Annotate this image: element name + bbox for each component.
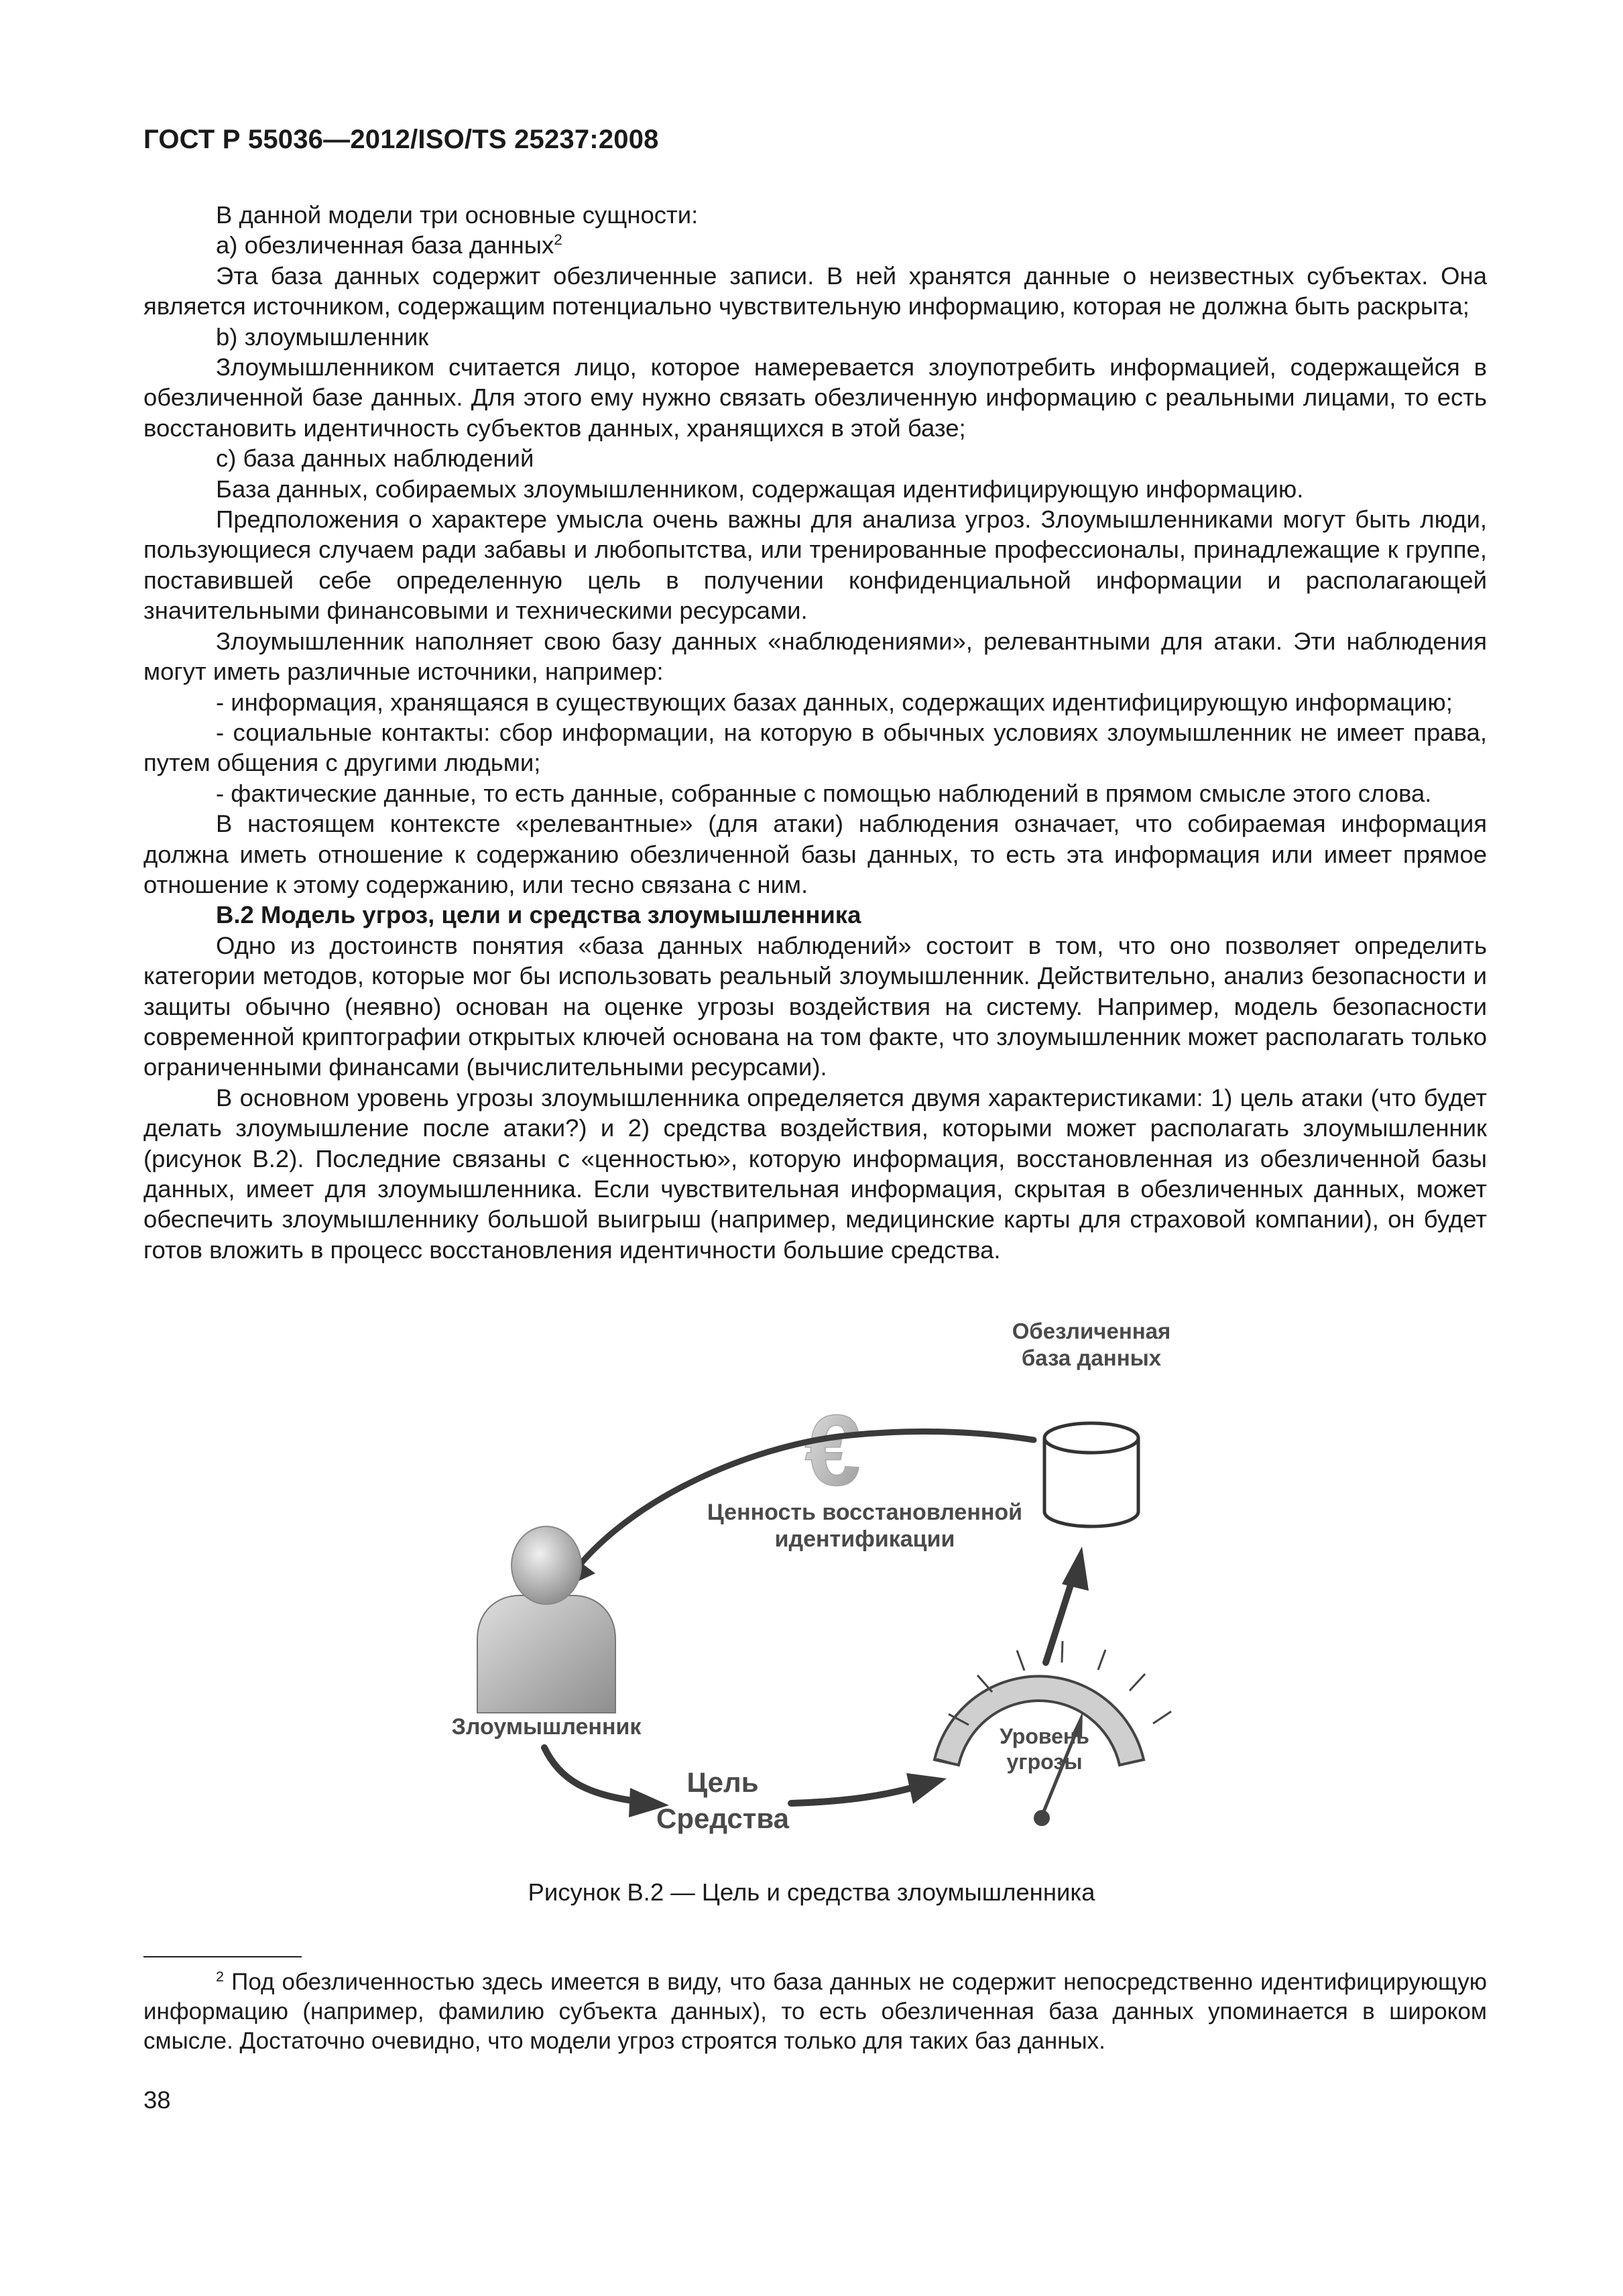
list-item: - информация, хранящаяся в существующих базах данных, содержащих идентифицирующую информацию; [216,688,1453,716]
document-header: ГОСТ Р 55036—2012/ISO/TS 25237:2008 [143,125,659,154]
attack-arrow [544,1748,669,1817]
footnote-ref[interactable]: 2 [554,231,562,249]
goal-label: Цель [686,1766,759,1798]
paragraph: Эта база данных содержит обезличенные записи. В ней хранятся данные о неизвестных субъектах. Она является источником, содержащим потенциально чувствительную информацию, которая не должна быть раскрыта; [143,261,1487,320]
footnote-divider [143,1956,302,1957]
figure-threat-model [402,1311,1180,1840]
paragraph: В данной модели три основные сущности: [216,201,699,229]
paragraph: Предположения о характере умысла очень важны для анализа угроз. Злоумышленниками могут быть люди, пользующиеся случаем ради забавы и любопытства, или тренированные профессионалы, принадлежащие к группе, поставившей себе определенную цель в получении конфиденциальной информации и располагающей значительными финансовыми и техническими ресурсами. [143,505,1487,625]
list-item: - социальные контакты: сбор информации, на которую в обычных условиях злоумышленник не имеет права, путем общения с другими людьми; [143,718,1487,777]
paragraph: В основном уровень угрозы злоумышленника определяется двумя характеристиками: 1) цель атаки (что будет делать злоумышление после атаки?) и 2) средства воздействия, которыми может располагать злоумышленник (рисунок В.2). Последние связаны с «ценностью», которую информация, восстановленная из обезличенной базы данных, имеет для злоумышленника. Если чувствительная информация, скрытая в обезличенных данных, может обеспечить злоумышленнику большой выигрыш (например, медицинские карты для страховой компании), он будет готов вложить в процесс восстановления идентичности большие средства. [143,1083,1487,1264]
means-label: Средства [656,1803,790,1834]
paragraph: Злоумышленником считается лицо, которое намеревается злоупотребить информацией, содержащейся в обезличенной базе данных. Для этого ему нужно связать обезличенную информацию с реальными лицами, то есть восстановить идентичность субъектов данных, хранящихся в этой базе; [143,353,1487,442]
body-text [143,200,1487,1265]
figure-caption: Рисунок В.2 — Цель и средства злоумышленника [528,1878,1095,1906]
database-icon [1044,1423,1138,1526]
threat-model-diagram [402,1311,1180,1840]
db-label-line2: база данных [1021,1345,1162,1370]
page-number: 38 [143,2086,171,2114]
euro-icon: € [804,1394,861,1506]
means-arrow [791,1773,947,1804]
db-label-line1: Обезличенная [1012,1319,1171,1343]
section-heading: В.2 Модель угроз, цели и средства злоумышленника [216,901,861,929]
paragraph: Одно из достоинств понятия «база данных наблюдений» состоит в том, что оно позволяет определить категории методов, которые мог бы использовать реальный злоумышленник. Действительно, анализ безопасности и защиты обычно (неявно) основан на оценке угрозы воздействия на систему. Например, модель безопасности современной криптографии открытых ключей основана на том факте, что злоумышленник может располагать только ограниченными финансами (вычислительными ресурсами). [143,931,1487,1081]
value-label-line2: идентификации [774,1526,955,1552]
attacker-icon [477,1526,615,1713]
footnote-text: Под обезличенностью здесь имеется в виду, что база данных не содержит непосредственно идентифицирующую информацию (например, фамилию субъекта данных), то есть обезличенная база данных упоминается в широком смысле. Достаточно очевидно, что модели угроз строятся только для таких баз данных. [143,1969,1487,2054]
paragraph: Злоумышленник наполняет свою базу данных «наблюдениями», релевантными для атаки. Эти наблюдения могут иметь различные источники, например: [143,627,1487,686]
paragraph-text: а) обезличенная база данных [216,231,554,259]
value-label-line1: Ценность восстановленной [707,1500,1023,1525]
footnote [143,1968,1487,2056]
paragraph: b) злоумышленник [216,322,429,351]
paragraph: с) база данных наблюдений [216,444,534,473]
attacker-label: Злоумышленник [451,1714,642,1740]
paragraph: База данных, собираемых злоумышленником, содержащая идентифицирующую информацию. [216,475,1304,503]
gauge-label-line1: Уровень [1000,1724,1089,1748]
paragraph: В настоящем контексте «релевантные» (для атаки) наблюдения означает, что собираемая информация должна иметь отношение к содержанию обезличенной базы данных, то есть эта информация или имеет прямое отношение к этому содержанию, или тесно связана с ним. [143,810,1487,898]
gauge-to-db-arrow [1046,1547,1089,1663]
list-item: - фактические данные, то есть данные, собранные с помощью наблюдений в прямом смысле этого слова. [216,779,1432,807]
paragraph [143,230,1487,260]
gauge-label-line2: угрозы [1006,1750,1083,1774]
footnote-number: 2 [216,1968,225,1985]
